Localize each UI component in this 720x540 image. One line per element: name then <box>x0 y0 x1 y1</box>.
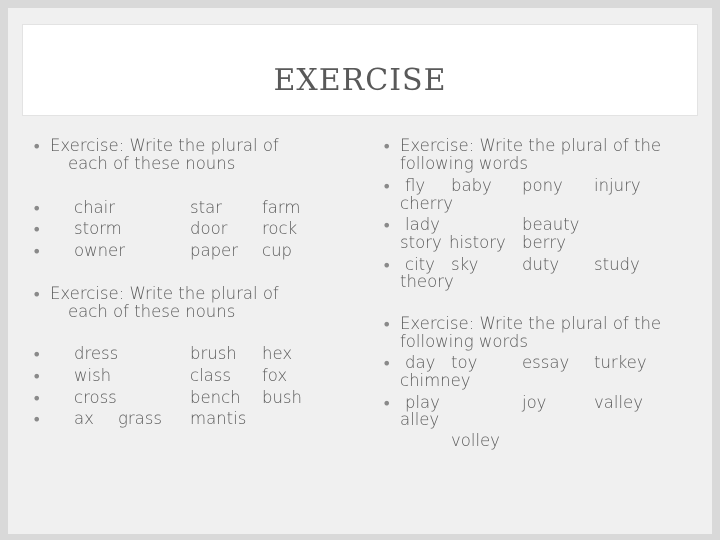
noun-owner: owner <box>74 241 125 260</box>
right-block2-line2: following words <box>400 332 529 351</box>
right-block1-line2: following words <box>400 154 529 173</box>
bullet: • <box>32 410 42 429</box>
noun-dress: dress <box>74 344 119 363</box>
bullet: • <box>32 199 42 218</box>
bullet: • <box>32 242 42 261</box>
word-chimney: chimney <box>400 371 471 390</box>
bullet: • <box>32 220 42 239</box>
word-joy: joy <box>522 393 547 412</box>
word-play: play <box>405 393 440 412</box>
noun-hex: hex <box>262 344 293 363</box>
word-fly: fly <box>405 176 426 195</box>
left-block1-line2: each of these nouns <box>68 154 236 173</box>
bullet: • <box>382 137 392 156</box>
word-toy: toy <box>451 353 478 372</box>
left-block2-line1: Exercise: Write the plural of <box>50 284 279 303</box>
word-theory: theory <box>400 272 454 291</box>
word-city: city <box>405 255 435 274</box>
word-turkey: turkey <box>594 353 647 372</box>
noun-grass: grass <box>118 409 162 428</box>
bullet: • <box>382 394 392 413</box>
noun-wish: wish <box>74 366 112 385</box>
noun-bench: bench <box>190 388 241 407</box>
bullet: • <box>32 137 42 156</box>
word-day: day <box>405 353 436 372</box>
noun-brush: brush <box>190 344 237 363</box>
noun-chair: chair <box>74 198 116 217</box>
bullet: • <box>382 315 392 334</box>
word-lady: lady <box>405 215 440 234</box>
title-box <box>22 24 698 116</box>
word-baby: baby <box>451 176 492 195</box>
noun-cup: cup <box>262 241 293 260</box>
right-block1-line1: Exercise: Write the plural of the <box>400 136 662 155</box>
bullet: • <box>32 367 42 386</box>
word-pony: pony <box>522 176 563 195</box>
bullet: • <box>382 216 392 235</box>
noun-door: door <box>190 219 228 238</box>
word-essay: essay <box>522 353 570 372</box>
noun-mantis: mantis <box>190 409 247 428</box>
noun-cross: cross <box>74 388 117 407</box>
word-alley: alley <box>400 410 440 429</box>
noun-storm: storm <box>74 219 122 238</box>
noun-ax: ax <box>74 409 94 428</box>
left-block2-line2: each of these nouns <box>68 302 236 321</box>
noun-star: star <box>190 198 222 217</box>
noun-bush: bush <box>262 388 302 407</box>
word-volley: volley <box>451 431 500 450</box>
word-cherry: cherry <box>400 194 454 213</box>
bullet: • <box>32 345 42 364</box>
bullet: • <box>382 256 392 275</box>
word-study: study <box>594 255 640 274</box>
left-block1-line1: Exercise: Write the plural of <box>50 136 279 155</box>
noun-farm: farm <box>262 198 301 217</box>
bullet: • <box>382 177 392 196</box>
word-duty: duty <box>522 255 560 274</box>
word-story: story <box>400 233 442 252</box>
slide-title: EXERCISE <box>273 63 447 98</box>
noun-paper: paper <box>190 241 238 260</box>
noun-class: class <box>190 366 231 385</box>
bullet: • <box>382 354 392 373</box>
word-valley: valley <box>594 393 643 412</box>
word-history: history <box>449 233 506 252</box>
word-beauty: beauty <box>522 215 580 234</box>
noun-fox: fox <box>262 366 288 385</box>
word-berry: berry <box>522 233 566 252</box>
word-injury: injury <box>594 176 641 195</box>
bullet: • <box>32 389 42 408</box>
word-sky: sky <box>451 255 479 274</box>
noun-rock: rock <box>262 219 298 238</box>
bullet: • <box>32 285 42 304</box>
right-block2-line1: Exercise: Write the plural of the <box>400 314 662 333</box>
